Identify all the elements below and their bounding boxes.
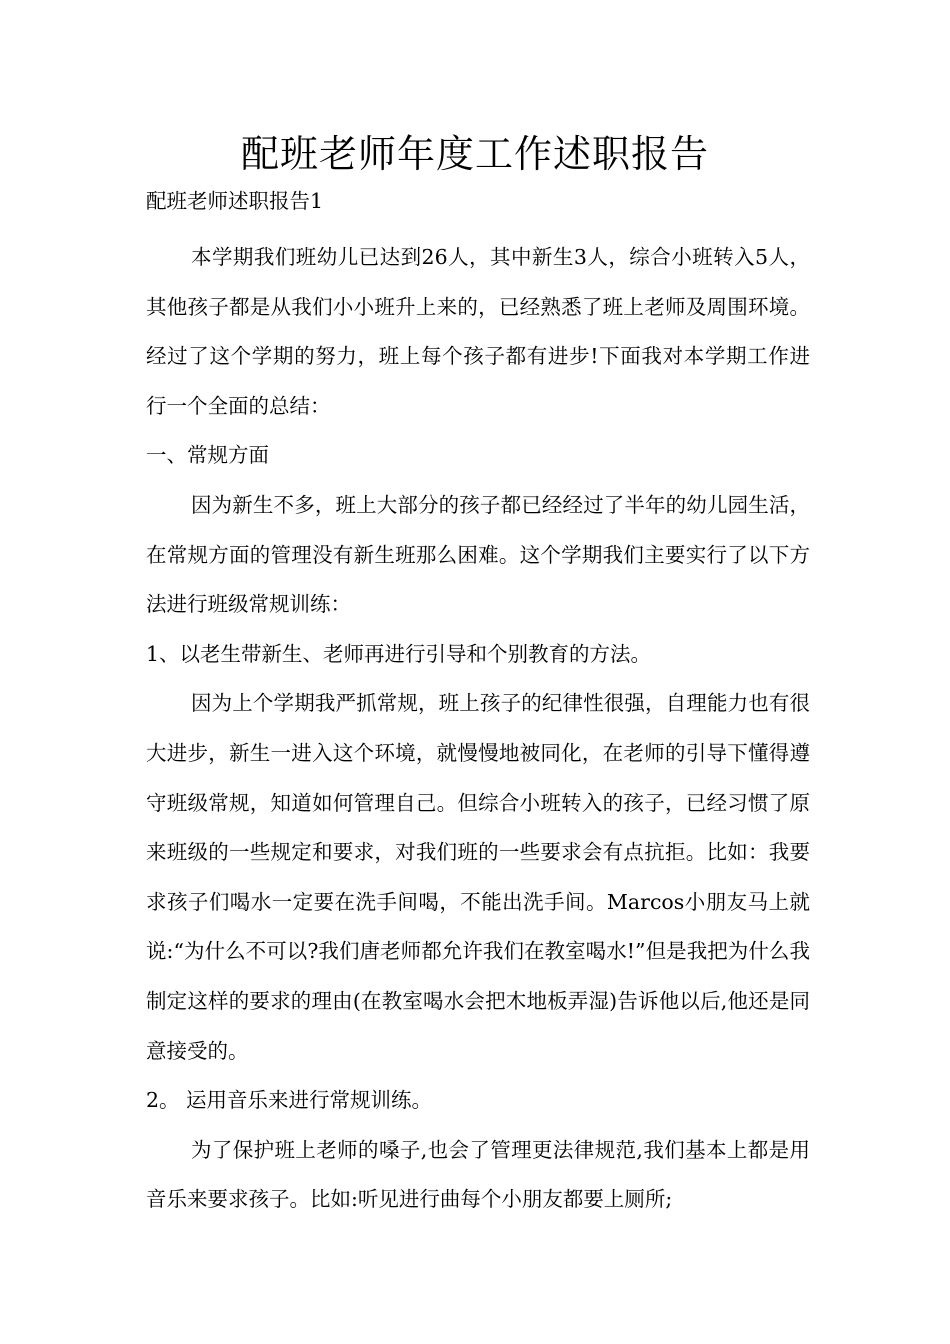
document-body bbox=[146, 233, 810, 1225]
paragraph-routine: 因为新生不多，班上大部分的孩子都已经经过了半年的幼儿园生活，在常规方面的管理没有新生班那么困难。这个学期我们主要实行了以下方法进行班级常规训练： bbox=[146, 492, 810, 617]
method-heading-1: 1、以老生带新生、老师再进行引导和个别教育的方法。 bbox=[146, 641, 652, 666]
report-subtitle: 配班老师述职报告1 bbox=[146, 189, 324, 213]
paragraph-intro: 本学期我们班幼儿已达到26人，其中新生3人，综合小班转入5人，其他孩子都是从我们小小班升上来的，已经熟悉了班上老师及周围环境。经过了这个学期的努力，班上每个孩子都有进步!下面我对本学期工作进行一个全面的总结： bbox=[146, 245, 810, 418]
section-heading-routine: 一、常规方面 bbox=[146, 443, 269, 468]
paragraph-method-2: 为了保护班上老师的嗓子,也会了管理更法律规范,我们基本上都是用音乐来要求孩子。比如:听见进行曲每个小朋友都要上厕所; bbox=[146, 1137, 810, 1212]
paragraph-method-1: 因为上个学期我严抓常规，班上孩子的纪律性很强，自理能力也有很大进步，新生一进入这个环境，就慢慢地被同化，在老师的引导下懂得遵守班级常规，知道如何管理自己。但综合小班转入的孩子，已经习惯了原来班级的一些规定和要求，对我们班的一些要求会有点抗拒。比如：我要求孩子们喝水一定要在洗手间喝，不能出洗手间。Marcos小朋友马上就说:“为什么不可以?我们唐老师都允许我们在教室喝水!”但是我把为什么我制定这样的要求的理由(在教室喝水会把木地板弄湿)告诉他以后,他还是同意接受的。 bbox=[146, 691, 810, 1063]
document-title: 配班老师年度工作述职报告 bbox=[240, 132, 709, 176]
method-heading-2: 2。 运用音乐来进行常规训练。 bbox=[146, 1088, 433, 1113]
